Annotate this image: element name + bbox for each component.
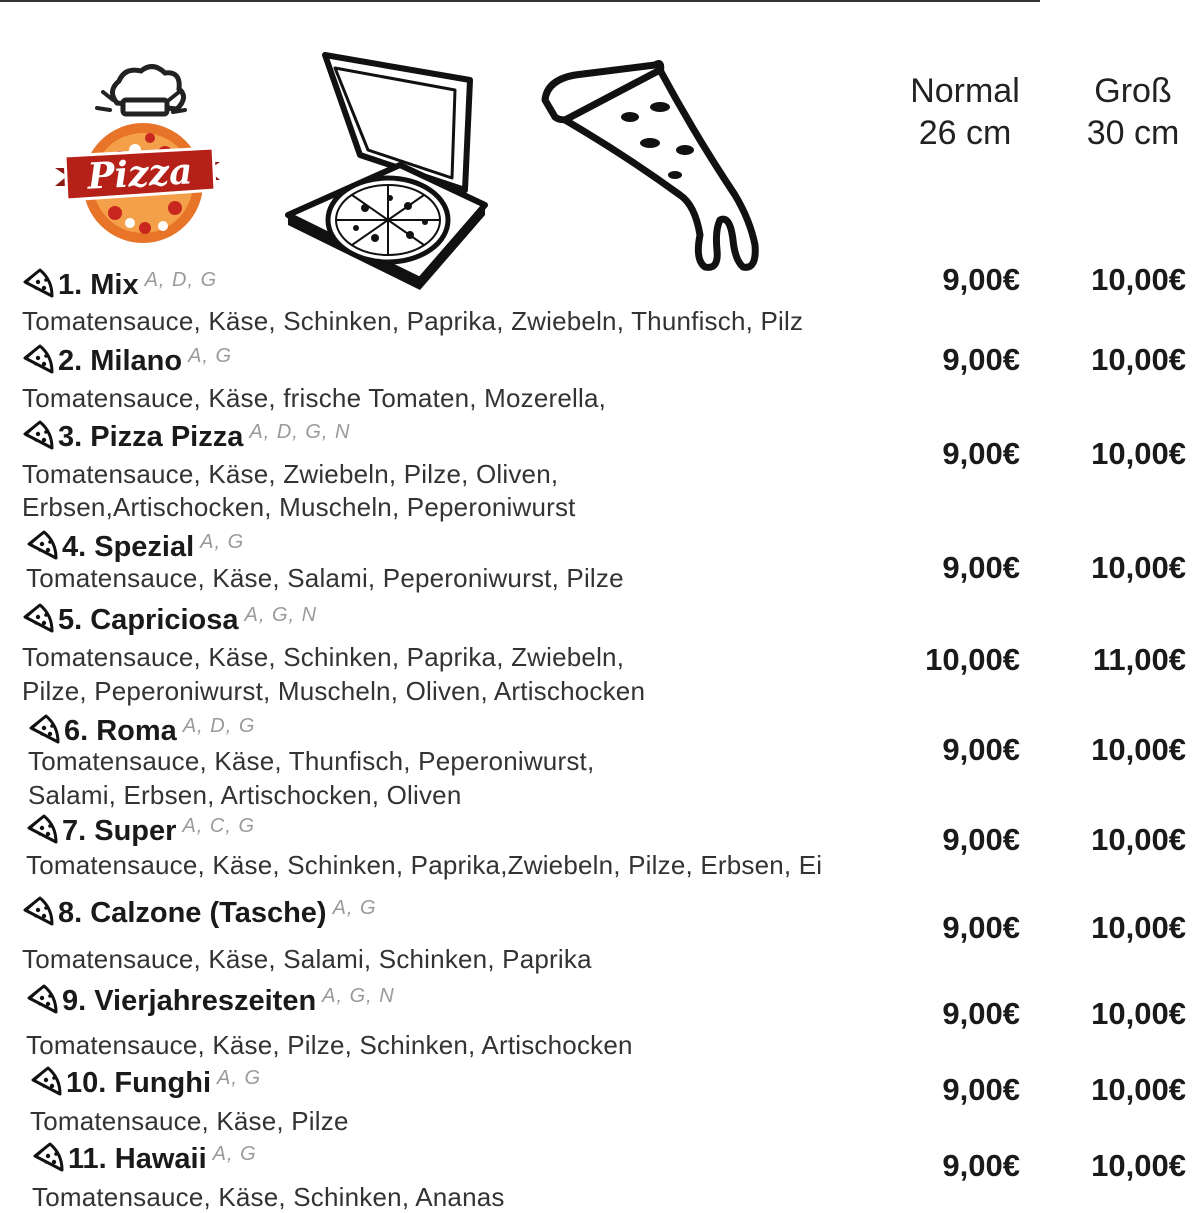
pizza-name: 6. Roma [64, 715, 177, 747]
allergen-codes: A, G [332, 897, 377, 919]
pizza-ingredients: Tomatensauce, Käse, frische Tomaten, Mozerella, [22, 383, 607, 413]
menu-item-title [22, 344, 232, 378]
price-gross: 10,00€ [1091, 822, 1186, 857]
price-gross: 10,00€ [1091, 550, 1186, 585]
pizza-slice-bullet-icon [22, 603, 56, 633]
pizza-slice-bullet-icon [30, 1066, 64, 1096]
allergen-codes: A, G, N [244, 604, 318, 626]
allergen-codes: A, G [212, 1143, 257, 1165]
pizza-slice-bullet-icon [28, 714, 62, 744]
top-divider [0, 0, 1040, 2]
pizza-ingredients: Tomatensauce, Käse, Pilze, Schinken, Artischocken [26, 1030, 633, 1060]
price-gross: 11,00€ [1092, 642, 1186, 677]
pizza-ingredients: Tomatensauce, Käse, Schinken, Paprika, Zwiebeln, [22, 642, 625, 672]
price-normal: 9,00€ [942, 910, 1020, 945]
price-gross: 10,00€ [1091, 996, 1186, 1031]
pizza-ingredients: Tomatensauce, Käse, Salami, Schinken, Paprika [22, 944, 592, 974]
pizza-slice-bullet-icon [22, 268, 56, 298]
pizza-slice-icon [535, 55, 775, 285]
price-gross: 10,00€ [1091, 436, 1186, 471]
pizza-name: 8. Calzone (Tasche) [58, 897, 327, 929]
price-normal: 9,00€ [942, 262, 1020, 297]
menu-item-title [22, 896, 377, 930]
pizza-slice-bullet-icon [26, 984, 60, 1014]
pizza-slice-bullet-icon [22, 896, 56, 926]
menu-item-title [30, 1066, 261, 1100]
pizza-ingredients: Tomatensauce, Käse, Schinken, Paprika,Zwiebeln, Pilze, Erbsen, Ei [26, 850, 823, 880]
pizza-slice-bullet-icon [22, 344, 56, 374]
price-gross: 10,00€ [1091, 342, 1186, 377]
pizza-slice-bullet-icon [26, 530, 60, 560]
price-normal: 9,00€ [942, 550, 1020, 585]
allergen-codes: A, G [200, 531, 245, 553]
pizza-ingredients: Tomatensauce, Käse, Schinken, Paprika, Zwiebeln, Thunfisch, Pilz [22, 306, 804, 336]
menu-item-title [26, 984, 395, 1018]
pizza-name: 10. Funghi [66, 1067, 211, 1099]
price-gross: 10,00€ [1091, 910, 1186, 945]
pizza-ingredients: Tomatensauce, Käse, Thunfisch, Peperoniwurst, [28, 746, 595, 776]
size-header-normal [880, 70, 1050, 154]
pizza-box-icon [280, 40, 495, 290]
price-gross: 10,00€ [1091, 1148, 1186, 1183]
size-header-normal-size: 26 cm [918, 114, 1012, 152]
pizza-ingredients: Tomatensauce, Käse, Salami, Peperoniwurst, Pilze [26, 563, 624, 593]
pizza-name: 11. Hawaii [68, 1143, 207, 1175]
allergen-codes: A, D, G, N [249, 421, 351, 443]
menu-item-title [32, 1142, 257, 1176]
pizza-slice-bullet-icon [22, 420, 56, 450]
price-normal: 9,00€ [942, 822, 1020, 857]
pizza-ingredients: Tomatensauce, Käse, Schinken, Ananas [32, 1182, 505, 1212]
pizza-ingredients: Erbsen,Artischocken, Muscheln, Peperoniwurst [22, 492, 576, 522]
allergen-codes: A, G [217, 1067, 262, 1089]
size-header-gross-size: 30 cm [1086, 114, 1180, 152]
pizza-ingredients: Pilze, Peperoniwurst, Muscheln, Oliven, Artischocken [22, 676, 646, 706]
price-normal: 9,00€ [942, 342, 1020, 377]
menu-item-title [22, 268, 217, 302]
allergen-codes: A, G [188, 345, 233, 367]
pizza-name: 2. Milano [58, 345, 183, 377]
pizza-ingredients: Tomatensauce, Käse, Zwiebeln, Pilze, Oliven, [22, 459, 559, 489]
pizza-logo-icon [55, 58, 220, 248]
pizza-name: 7. Super [62, 815, 177, 847]
price-gross: 10,00€ [1091, 262, 1186, 297]
pizza-name: 3. Pizza Pizza [58, 421, 244, 453]
allergen-codes: A, D, G [182, 715, 256, 737]
allergen-codes: A, C, G [182, 815, 256, 837]
pizza-name: 5. Capriciosa [58, 604, 239, 636]
menu-item-title [26, 814, 255, 848]
price-normal: 9,00€ [942, 732, 1020, 767]
pizza-name: 1. Mix [58, 269, 139, 301]
allergen-codes: A, D, G [144, 269, 218, 291]
pizza-slice-bullet-icon [26, 814, 60, 844]
price-normal: 9,00€ [942, 436, 1020, 471]
price-normal: 9,00€ [942, 996, 1020, 1031]
price-gross: 10,00€ [1091, 1072, 1186, 1107]
pizza-slice-bullet-icon [32, 1142, 66, 1172]
size-header-gross-label: Groß [1094, 72, 1172, 110]
pizza-ingredients: Tomatensauce, Käse, Pilze [30, 1106, 349, 1136]
price-normal: 9,00€ [942, 1072, 1020, 1107]
logo-label: Pizza [86, 150, 194, 198]
pizza-ingredients: Salami, Erbsen, Artischocken, Oliven [28, 780, 462, 810]
price-normal: 10,00€ [925, 642, 1020, 677]
size-header-normal-label: Normal [910, 72, 1020, 110]
menu-item-title [22, 603, 317, 637]
menu-item-title [22, 420, 350, 454]
size-header-gross [1048, 70, 1200, 154]
pizza-name: 9. Vierjahreszeiten [62, 985, 317, 1017]
pizza-name: 4. Spezial [62, 531, 195, 563]
menu-item-title [28, 714, 255, 748]
price-normal: 9,00€ [942, 1148, 1020, 1183]
allergen-codes: A, G, N [322, 985, 395, 1007]
menu-item-title [26, 530, 244, 564]
price-gross: 10,00€ [1091, 732, 1186, 767]
